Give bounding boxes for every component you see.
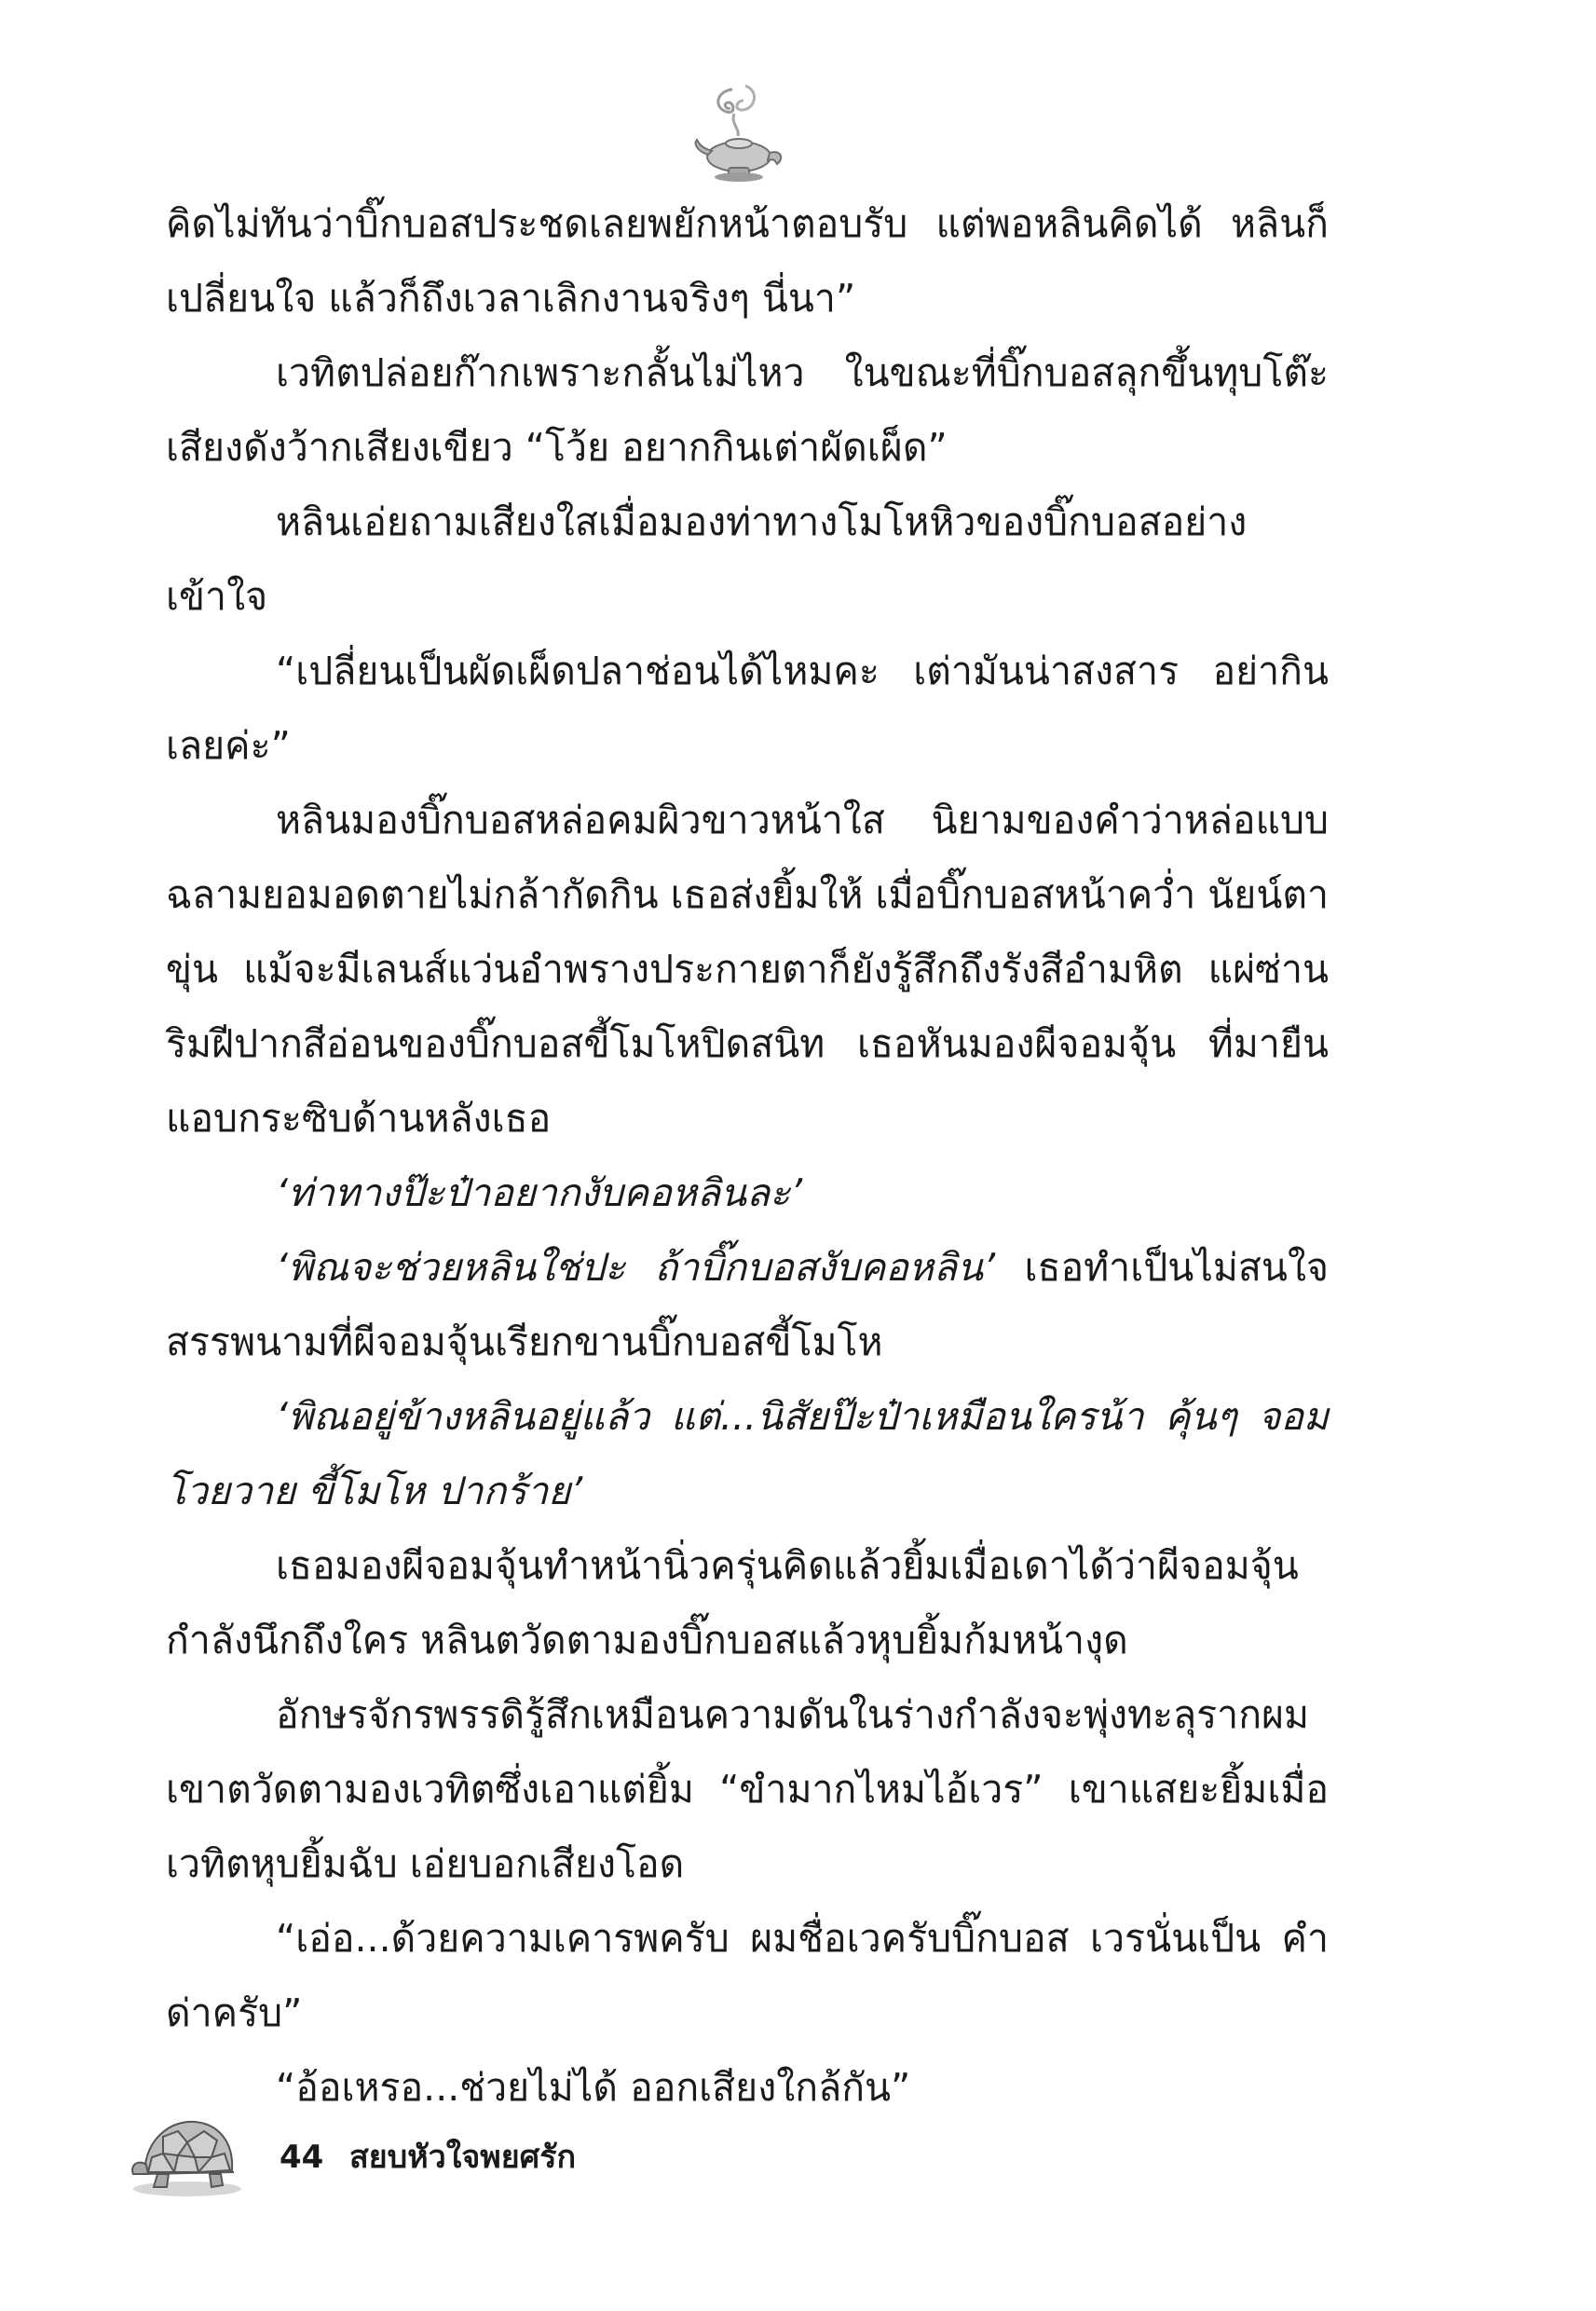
paragraph: คิดไม่ทันว่าบิ๊กบอสประชดเลยพยักหน้าตอบรับ แต่พอหลินคิดได้ หลินก็เปลี่ยนใจ แล้วก็ถึงเวลาเลิกงานจริงๆ นี่นา” xyxy=(166,201,1329,321)
paragraph-thought: ‘พิณอยู่ข้างหลินอยู่แล้ว แต่...นิสัยป๊ะป๋าเหมือนใครน้า คุ้นๆ จอมโวยวาย ขี้โมโห ปากร้าย’ xyxy=(166,1394,1329,1513)
genie-lamp-icon xyxy=(688,82,790,185)
paragraph-thought: ‘ท่าทางป๊ะป๋าอยากงับคอหลินละ’ xyxy=(276,1170,803,1215)
paragraph: หลินเอ่ยถามเสียงใสเมื่อมองท่าทางโมโหหิวของบิ๊กบอสอย่าง เข้าใจ xyxy=(166,499,1248,619)
paragraph: “เปลี่ยนเป็นผัดเผ็ดปลาช่อนได้ไหมคะ เต่ามันน่าสงสาร อย่ากิน เลยค่ะ” xyxy=(166,649,1329,768)
paragraph: เธอมองผีจอมจุ้นทำหน้านิ่วครุ่นคิดแล้วยิ้มเมื่อเดาได้ว่าผีจอมจุ้น กำลังนึกถึงใคร หลินตวัดตามองบิ๊กบอสแล้วหุบยิ้มก้มหน้างุด xyxy=(166,1543,1299,1662)
page-footer xyxy=(126,2092,778,2222)
page-body-text xyxy=(166,186,1329,2125)
paragraph: เวทิตปล่อยก๊ากเพราะกลั้นไม่ไหว ในขณะที่บิ๊กบอสลุกขึ้นทุบโต๊ะ เสียงดังว้ากเสียงเขียว “โว้ย อยากกินเต่าผัดเผ็ด” xyxy=(166,350,1329,470)
paragraph: “อ้อเหรอ...ช่วยไม่ได้ ออกเสียงใกล้กัน” xyxy=(276,2065,911,2110)
page-number: 44 xyxy=(280,2139,324,2176)
paragraph xyxy=(166,1230,1329,1379)
paragraph: อักษรจักรพรรดิรู้สึกเหมือนความดันในร่างกำลังจะพุ่งทะลุรากผม เขาตวัดตามองเวทิตซึ่งเอาแต่ยิ้ม “ขำมากไหมไอ้เวร” เขาแสยะยิ้มเมื่อ เวทิตหุบยิ้มฉับ เอ่ยบอกเสียงโอด xyxy=(166,1692,1329,1886)
paragraph: “เอ่อ...ด้วยความเคารพครับ ผมชื่อเวครับบิ๊กบอส เวรนั่นเป็น คำด่าครับ” xyxy=(166,1916,1329,2035)
turtle-icon xyxy=(126,2099,247,2202)
narration-text: เธอทำเป็นไม่สนใจ สรรพนามที่ผีจอมจุ้นเรียกขานบิ๊กบอสขี้โมโห xyxy=(166,1245,1329,1364)
thought-text: ‘พิณจะช่วยหลินใช่ปะ ถ้าบิ๊กบอสงับคอหลิน’ xyxy=(276,1245,996,1290)
book-title: สยบหัวใจพยศรัก xyxy=(349,2139,577,2176)
paragraph: หลินมองบิ๊กบอสหล่อคมผิวขาวหน้าใส นิยามของคำว่าหล่อแบบ ฉลามยอมอดตายไม่กล้ากัดกิน เธอส่งยิ้มให้ เมื่อบิ๊กบอสหน้าคว่ำ นัยน์ตาขุ่น แม้จะมีเลนส์แว่นอำพรางประกายตาก็ยังรู้สึกถึงรังสีอำมหิต แผ่ซ่าน ริมฝีปากสีอ่อนของบิ๊กบอสขี้โมโหปิดสนิท เธอหันมองผีจอมจุ้น ที่มายืนแอบกระซิบด้านหลังเธอ xyxy=(166,798,1329,1141)
